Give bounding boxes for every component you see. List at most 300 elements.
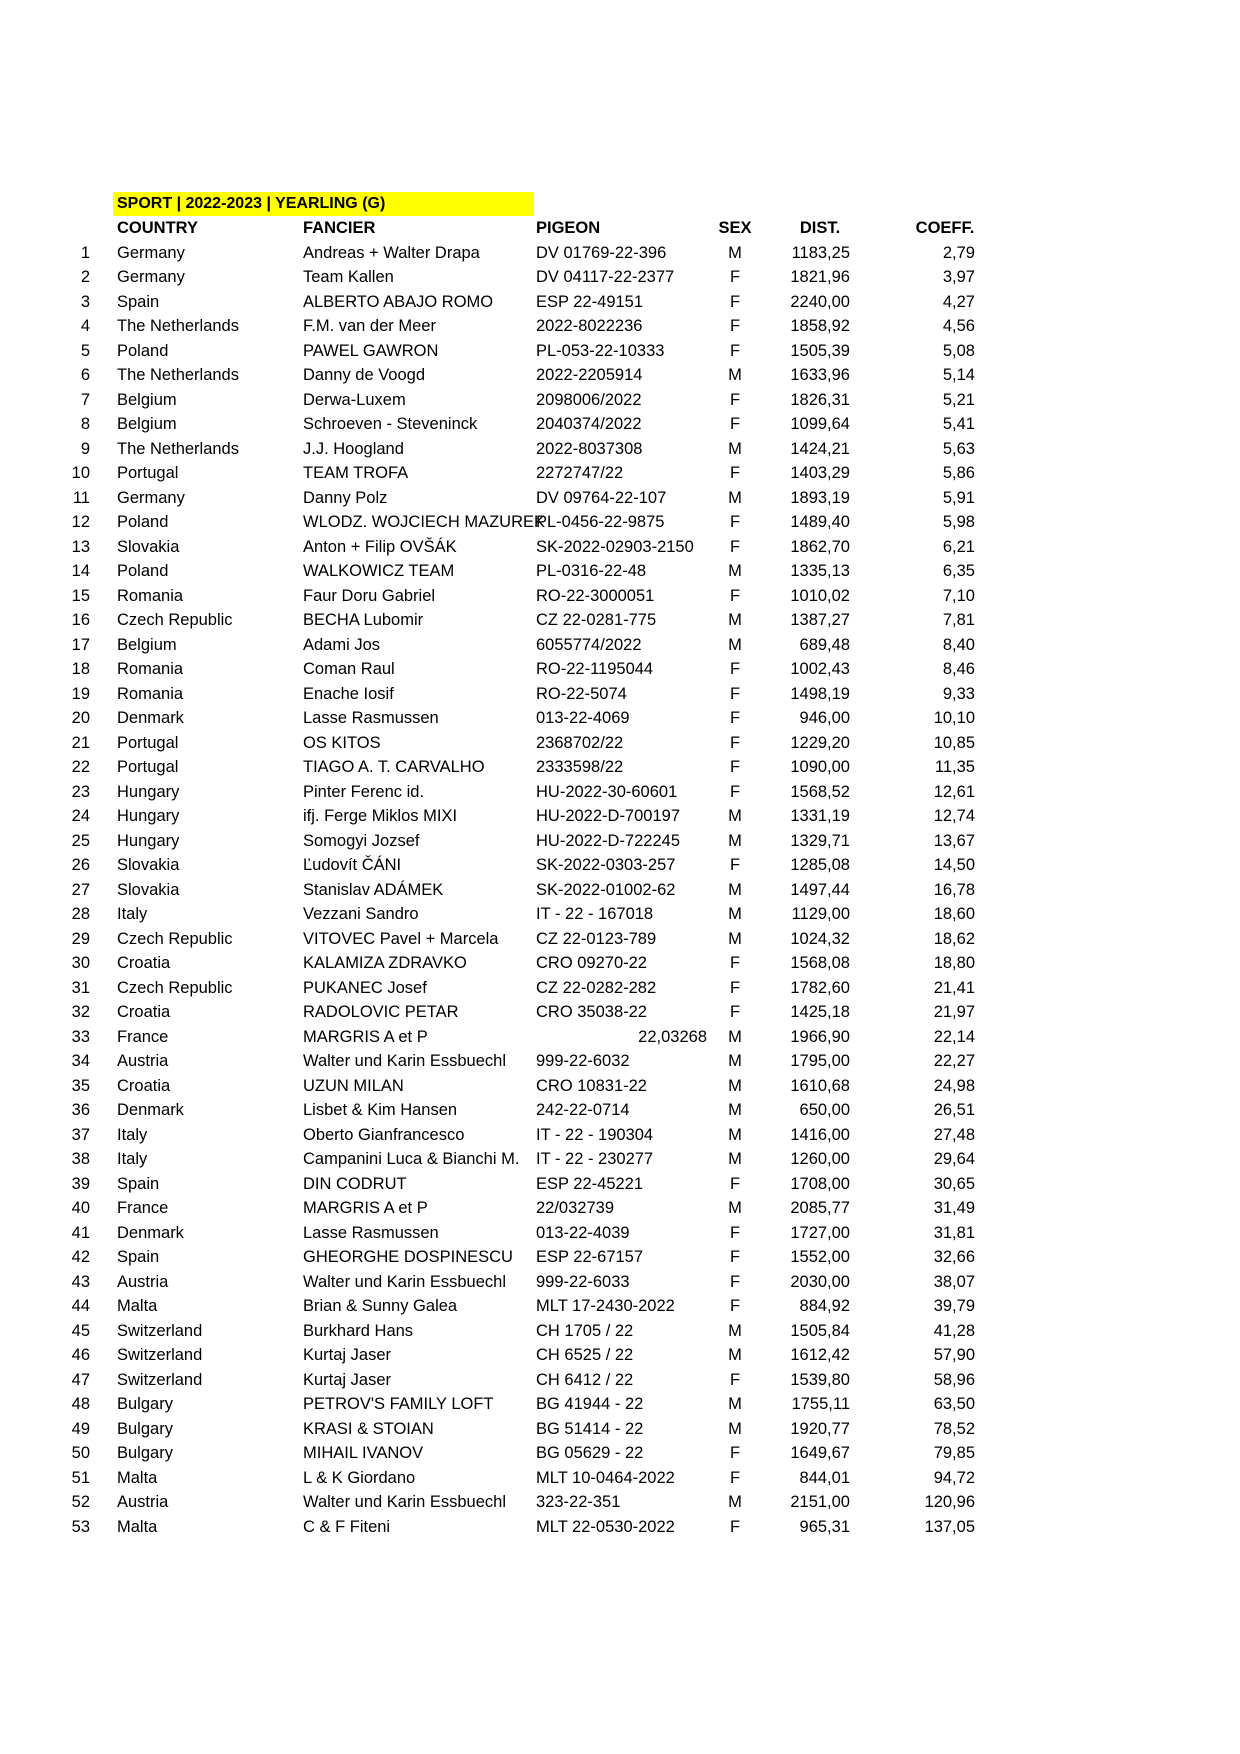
rank-cell: 52 (71, 1493, 90, 1511)
dist-cell: 2030,00 (790, 1272, 850, 1291)
sex-cell: F (729, 1370, 741, 1389)
coeff-cell: 5,21 (942, 390, 975, 409)
coeff-cell: 13,67 (933, 831, 975, 850)
table-row (0, 510, 1240, 535)
fancier-cell: Burkhard Hans (303, 1321, 414, 1340)
dist-cell: 1403,29 (790, 464, 850, 482)
rank-cell: 5 (80, 341, 90, 360)
coeff-cell: 31,81 (933, 1223, 975, 1242)
sex-cell: F (729, 1272, 741, 1291)
table-row (0, 1392, 1240, 1417)
dist-cell: 1129,00 (791, 905, 850, 923)
country-cell: Denmark (117, 1223, 184, 1242)
pigeon-cell: 2022-2205914 (536, 366, 643, 384)
coeff-cell: 5,14 (942, 366, 975, 384)
country-cell: Slovakia (117, 856, 180, 874)
table-row (0, 1147, 1240, 1172)
rank-cell: 13 (71, 537, 90, 556)
rank-cell: 30 (71, 954, 90, 972)
sex-cell: M (728, 488, 742, 507)
pigeon-cell: RO-22-1195044 (536, 660, 654, 678)
dist-cell: 1505,84 (790, 1321, 850, 1340)
dist-cell: 689,48 (799, 635, 850, 654)
sex-cell: F (729, 537, 741, 556)
table-row (0, 706, 1240, 731)
country-cell: Austria (117, 1493, 169, 1511)
pigeon-cell: ESP 22-45221 (536, 1174, 644, 1193)
pigeon-cell: HU-2022-30-60601 (536, 782, 678, 801)
sex-cell: M (728, 1321, 742, 1340)
sex-cell: F (729, 758, 741, 776)
fancier-cell: Lasse Rasmussen (303, 709, 439, 727)
coeff-cell: 5,41 (942, 415, 975, 433)
rank-cell: 1 (80, 243, 90, 262)
header-pigeon: PIGEON (536, 219, 601, 237)
table-row (0, 1025, 1240, 1050)
country-cell: Portugal (117, 733, 179, 752)
rank-cell: 28 (71, 905, 90, 923)
pigeon-cell: 2022-8022236 (536, 317, 643, 335)
country-cell: Czech Republic (117, 611, 233, 629)
dist-cell: 1966,90 (790, 1027, 850, 1046)
dist-cell: 1727,00 (790, 1223, 850, 1242)
dist-cell: 650,00 (799, 1101, 850, 1119)
pigeon-cell: BG 05629 - 22 (536, 1444, 644, 1462)
rank-cell: 34 (71, 1052, 90, 1070)
rank-cell: 43 (71, 1272, 90, 1291)
country-cell: Belgium (117, 415, 177, 433)
coeff-cell: 10,85 (933, 733, 975, 752)
table-row (0, 1368, 1240, 1393)
rank-cell: 42 (71, 1248, 90, 1266)
rank-cell: 11 (72, 488, 90, 507)
fancier-cell: Faur Doru Gabriel (303, 586, 436, 605)
header-fancier: FANCIER (303, 219, 376, 237)
country-cell: Spain (117, 1248, 160, 1266)
dist-cell: 1610,68 (790, 1076, 850, 1095)
table-row (0, 265, 1240, 290)
table-row (0, 437, 1240, 462)
country-cell: Austria (117, 1052, 169, 1070)
rank-cell: 19 (71, 684, 90, 703)
rank-cell: 38 (71, 1150, 90, 1168)
sex-cell: F (729, 292, 741, 311)
country-cell: Hungary (117, 807, 180, 825)
table-row (0, 1343, 1240, 1368)
sex-cell: M (728, 1346, 742, 1364)
fancier-cell: UZUN MILAN (303, 1076, 404, 1095)
coeff-cell: 7,10 (942, 586, 975, 605)
fancier-cell: WALKOWICZ TEAM (303, 562, 455, 580)
table-row (0, 559, 1240, 584)
header-coeff: COEFF. (915, 219, 975, 237)
country-cell: Malta (117, 1468, 158, 1487)
sex-cell: M (728, 635, 742, 654)
country-cell: Poland (117, 513, 169, 531)
table-row (0, 608, 1240, 633)
table-row (0, 1245, 1240, 1270)
rank-cell: 16 (71, 611, 90, 629)
table-row (0, 535, 1240, 560)
rank-cell: 36 (71, 1101, 90, 1119)
pigeon-cell: PL-0316-22-48 (536, 562, 647, 580)
coeff-cell: 29,64 (933, 1150, 975, 1168)
pigeon-cell: 999-22-6033 (536, 1272, 630, 1291)
sex-cell: M (728, 880, 742, 899)
coeff-cell: 38,07 (933, 1272, 975, 1291)
dist-cell: 1425,18 (790, 1003, 850, 1021)
table-row (0, 1172, 1240, 1197)
pigeon-cell: 013-22-4069 (536, 709, 630, 727)
fancier-cell: Walter und Karin Essbuechl (303, 1272, 506, 1291)
table-row (0, 1319, 1240, 1344)
coeff-cell: 78,52 (933, 1419, 975, 1438)
fancier-cell: Anton + Filip OVŠÁK (303, 537, 457, 556)
dist-cell: 1633,96 (790, 366, 850, 384)
pigeon-cell: 2022-8037308 (536, 439, 643, 458)
pigeon-cell: 999-22-6032 (536, 1052, 630, 1070)
fancier-cell: Andreas + Walter Drapa (303, 243, 480, 262)
dist-cell: 1782,60 (790, 978, 850, 997)
sex-cell: F (729, 415, 741, 433)
country-cell: France (117, 1199, 169, 1217)
dist-cell: 1498,19 (790, 684, 850, 703)
rank-cell: 31 (71, 978, 90, 997)
fancier-cell: WLODZ. WOJCIECH MAZUREK (303, 513, 545, 531)
table-row (0, 1049, 1240, 1074)
sex-cell: M (728, 1199, 742, 1217)
fancier-cell: Danny de Voogd (303, 366, 426, 384)
pigeon-cell: 2368702/22 (536, 733, 624, 752)
table-row (0, 584, 1240, 609)
rank-cell: 45 (71, 1321, 90, 1340)
dist-cell: 1329,71 (790, 831, 850, 850)
pigeon-cell: MLT 10-0464-2022 (536, 1468, 675, 1487)
dist-cell: 1010,02 (790, 586, 850, 605)
pigeon-cell: IT - 22 - 190304 (536, 1125, 654, 1144)
rank-cell: 10 (71, 464, 90, 482)
fancier-cell: Derwa-Luxem (303, 390, 406, 409)
fancier-cell: Ľudovít ČÁNI (303, 856, 402, 874)
coeff-cell: 120,96 (924, 1493, 975, 1511)
country-cell: Spain (117, 1174, 160, 1193)
table-row (0, 1000, 1240, 1025)
coeff-cell: 79,85 (933, 1444, 975, 1462)
pigeon-cell: MLT 22-0530-2022 (536, 1517, 675, 1536)
pigeon-cell: CZ 22-0123-789 (536, 929, 657, 948)
coeff-cell: 63,50 (933, 1395, 975, 1413)
table-row (0, 951, 1240, 976)
coeff-cell: 5,63 (942, 439, 975, 458)
rank-cell: 23 (71, 782, 90, 801)
coeff-cell: 18,80 (933, 954, 975, 972)
pigeon-cell: DV 04117-22-2377 (536, 268, 675, 286)
sex-cell: F (729, 978, 741, 997)
sex-cell: F (729, 390, 741, 409)
rank-cell: 33 (71, 1027, 90, 1046)
country-cell: Belgium (117, 390, 177, 409)
pigeon-cell: IT - 22 - 167018 (536, 905, 654, 923)
rank-cell: 44 (71, 1297, 90, 1315)
dist-cell: 1024,32 (790, 929, 850, 948)
sex-cell: M (728, 1101, 742, 1119)
country-cell: France (117, 1027, 169, 1046)
sex-cell: F (729, 268, 741, 286)
coeff-cell: 14,50 (933, 856, 975, 874)
fancier-cell: Kurtaj Jaser (303, 1346, 392, 1364)
fancier-cell: Schroeven - Steveninck (303, 415, 478, 433)
fancier-cell: Campanini Luca & Bianchi M. (303, 1150, 520, 1168)
sex-cell: F (729, 317, 741, 335)
fancier-cell: Lasse Rasmussen (303, 1223, 439, 1242)
sex-cell: M (728, 831, 742, 850)
country-cell: Germany (117, 268, 185, 286)
pigeon-cell: RO-22-3000051 (536, 586, 655, 605)
country-cell: Czech Republic (117, 978, 233, 997)
fancier-cell: MIHAIL IVANOV (303, 1444, 424, 1462)
rank-cell: 37 (71, 1125, 90, 1144)
pigeon-cell: 323-22-351 (536, 1493, 621, 1511)
country-cell: Belgium (117, 635, 177, 654)
coeff-cell: 6,35 (942, 562, 975, 580)
table-row (0, 682, 1240, 707)
dist-cell: 1708,00 (790, 1174, 850, 1193)
dist-cell: 1552,00 (790, 1248, 850, 1266)
dist-cell: 1505,39 (790, 341, 850, 360)
pigeon-cell: CRO 10831-22 (536, 1076, 647, 1095)
fancier-cell: Kurtaj Jaser (303, 1370, 392, 1389)
sex-cell: M (728, 1395, 742, 1413)
coeff-cell: 22,14 (933, 1027, 975, 1046)
dist-cell: 1497,44 (790, 880, 850, 899)
country-cell: Romania (117, 660, 184, 678)
coeff-cell: 21,97 (933, 1003, 975, 1021)
coeff-cell: 27,48 (933, 1125, 975, 1144)
dist-cell: 1920,77 (790, 1419, 850, 1438)
table-row (0, 1294, 1240, 1319)
pigeon-cell: 013-22-4039 (536, 1223, 630, 1242)
pigeon-cell: CH 6412 / 22 (536, 1370, 634, 1389)
table-row (0, 927, 1240, 952)
country-cell: Portugal (117, 464, 179, 482)
sex-cell: F (729, 733, 741, 752)
dist-cell: 1858,92 (790, 317, 850, 335)
pigeon-cell: HU-2022-D-700197 (536, 807, 680, 825)
dist-cell: 1416,00 (790, 1125, 850, 1144)
fancier-cell: ALBERTO ABAJO ROMO (303, 292, 494, 311)
header-country: COUNTRY (117, 219, 198, 237)
coeff-cell: 39,79 (933, 1297, 975, 1315)
rank-cell: 2 (80, 268, 90, 286)
coeff-cell: 31,49 (933, 1199, 975, 1217)
country-cell: Switzerland (117, 1370, 203, 1389)
sex-cell: F (729, 1223, 741, 1242)
pigeon-cell: 22/032739 (536, 1199, 614, 1217)
coeff-cell: 5,08 (942, 341, 975, 360)
table-row (0, 1515, 1240, 1540)
fancier-cell: C & F Fiteni (303, 1517, 391, 1536)
pigeon-cell: 2272747/22 (536, 464, 624, 482)
sex-cell: F (729, 1517, 741, 1536)
country-cell: Malta (117, 1517, 158, 1536)
pigeon-cell: SK-2022-02903-2150 (536, 537, 694, 556)
country-cell: Italy (117, 1150, 148, 1168)
table-row (0, 314, 1240, 339)
fancier-cell: Enache Iosif (303, 684, 394, 703)
table-row (0, 1123, 1240, 1148)
dist-cell: 1649,67 (790, 1444, 850, 1462)
pigeon-cell: 242-22-0714 (536, 1101, 630, 1119)
country-cell: Poland (117, 341, 169, 360)
pigeon-cell: RO-22-5074 (536, 684, 627, 703)
country-cell: The Netherlands (117, 439, 239, 458)
rank-cell: 9 (80, 439, 90, 458)
fancier-cell: GHEORGHE DOSPINESCU (303, 1248, 513, 1266)
table-row (0, 829, 1240, 854)
coeff-cell: 3,97 (942, 268, 975, 286)
sex-cell: F (729, 782, 741, 801)
coeff-cell: 4,56 (942, 317, 975, 335)
table-row (0, 657, 1240, 682)
sex-cell: F (729, 684, 741, 703)
dist-cell: 1489,40 (790, 513, 850, 531)
rank-cell: 12 (71, 513, 90, 531)
sex-cell: M (728, 1150, 742, 1168)
fancier-cell: Team Kallen (303, 268, 394, 286)
header-sex: SEX (718, 219, 752, 237)
dist-cell: 2085,77 (790, 1199, 850, 1217)
rank-cell: 49 (71, 1419, 90, 1438)
country-cell: Romania (117, 684, 184, 703)
table-row (0, 780, 1240, 805)
table-row (0, 461, 1240, 486)
fancier-cell: Somogyi Jozsef (303, 831, 420, 850)
pigeon-cell: SK-2022-0303-257 (536, 856, 676, 874)
coeff-cell: 57,90 (933, 1346, 975, 1364)
country-cell: Romania (117, 586, 184, 605)
pigeon-cell: PL-0456-22-9875 (536, 513, 665, 531)
rank-cell: 39 (71, 1174, 90, 1193)
dist-cell: 844,01 (799, 1468, 850, 1487)
rank-cell: 41 (71, 1223, 90, 1242)
pigeon-cell: SK-2022-01002-62 (536, 880, 676, 899)
coeff-cell: 26,51 (933, 1101, 975, 1119)
dist-cell: 1821,96 (790, 268, 850, 286)
table-row (0, 412, 1240, 437)
table-row (0, 1441, 1240, 1466)
coeff-cell: 10,10 (933, 709, 975, 727)
coeff-cell: 8,40 (942, 635, 975, 654)
country-cell: Bulgary (117, 1419, 173, 1438)
table-row (0, 878, 1240, 903)
pigeon-cell: BG 41944 - 22 (536, 1395, 644, 1413)
coeff-cell: 9,33 (942, 684, 975, 703)
sex-cell: F (729, 513, 741, 531)
pigeon-cell: 2098006/2022 (536, 390, 642, 409)
table-row (0, 976, 1240, 1001)
dist-cell: 1099,64 (790, 415, 850, 433)
dist-cell: 1285,08 (790, 856, 850, 874)
sex-cell: F (729, 1468, 741, 1487)
country-cell: Croatia (117, 1003, 171, 1021)
coeff-cell: 18,60 (933, 905, 975, 923)
fancier-cell: Danny Polz (303, 488, 388, 507)
rank-cell: 24 (71, 807, 90, 825)
dist-cell: 1331,19 (790, 807, 850, 825)
fancier-cell: Brian & Sunny Galea (303, 1297, 458, 1315)
rank-cell: 25 (71, 831, 90, 850)
table-row (0, 486, 1240, 511)
coeff-cell: 30,65 (933, 1174, 975, 1193)
coeff-cell: 5,86 (942, 464, 975, 482)
dist-cell: 965,31 (799, 1517, 850, 1536)
dist-cell: 1002,43 (790, 660, 850, 678)
table-row (0, 755, 1240, 780)
country-cell: Switzerland (117, 1321, 203, 1340)
fancier-cell: KALAMIZA ZDRAVKO (303, 954, 467, 972)
coeff-cell: 5,98 (942, 513, 975, 531)
dist-cell: 1862,70 (790, 537, 850, 556)
coeff-cell: 58,96 (933, 1370, 975, 1389)
rank-cell: 50 (71, 1444, 90, 1462)
rank-cell: 4 (80, 317, 90, 335)
coeff-cell: 16,78 (933, 880, 975, 899)
country-cell: Slovakia (117, 880, 180, 899)
table-row (0, 1074, 1240, 1099)
pigeon-cell: 2040374/2022 (536, 415, 642, 433)
country-cell: Bulgary (117, 1444, 173, 1462)
sex-cell: F (729, 586, 741, 605)
fancier-cell: Vezzani Sandro (303, 905, 419, 923)
table-row (0, 339, 1240, 364)
dist-cell: 1893,19 (790, 488, 850, 507)
rank-cell: 7 (80, 390, 90, 409)
sex-cell: F (729, 954, 741, 972)
coeff-cell: 24,98 (933, 1076, 975, 1095)
rank-cell: 48 (71, 1395, 90, 1413)
rank-cell: 26 (71, 856, 90, 874)
coeff-cell: 2,79 (942, 243, 975, 262)
dist-cell: 1260,00 (790, 1150, 850, 1168)
table-row (0, 1417, 1240, 1442)
fancier-cell: Walter und Karin Essbuechl (303, 1493, 506, 1511)
fancier-cell: TEAM TROFA (303, 464, 409, 482)
sex-cell: F (729, 709, 741, 727)
country-cell: Malta (117, 1297, 158, 1315)
pigeon-cell: 6055774/2022 (536, 635, 642, 654)
rank-cell: 14 (71, 562, 90, 580)
coeff-cell: 137,05 (924, 1517, 975, 1536)
country-cell: Italy (117, 1125, 148, 1144)
rank-cell: 17 (71, 635, 90, 654)
country-cell: Portugal (117, 758, 179, 776)
pigeon-cell: ESP 22-67157 (536, 1248, 644, 1266)
coeff-cell: 6,21 (942, 537, 975, 556)
fancier-cell: Pinter Ferenc id. (303, 782, 425, 801)
sex-cell: M (728, 1125, 742, 1144)
dist-cell: 1539,80 (790, 1370, 850, 1389)
dist-cell: 1795,00 (790, 1052, 850, 1070)
fancier-cell: VITOVEC Pavel + Marcela (303, 929, 499, 948)
fancier-cell: DIN CODRUT (303, 1174, 407, 1193)
pigeon-cell: 22,03268 (638, 1027, 707, 1046)
dist-cell: 2240,00 (790, 292, 850, 311)
table-row (0, 1098, 1240, 1123)
table-row (0, 1490, 1240, 1515)
dist-cell: 2151,00 (790, 1493, 850, 1511)
sex-cell: F (729, 1174, 741, 1193)
table-row (0, 1221, 1240, 1246)
